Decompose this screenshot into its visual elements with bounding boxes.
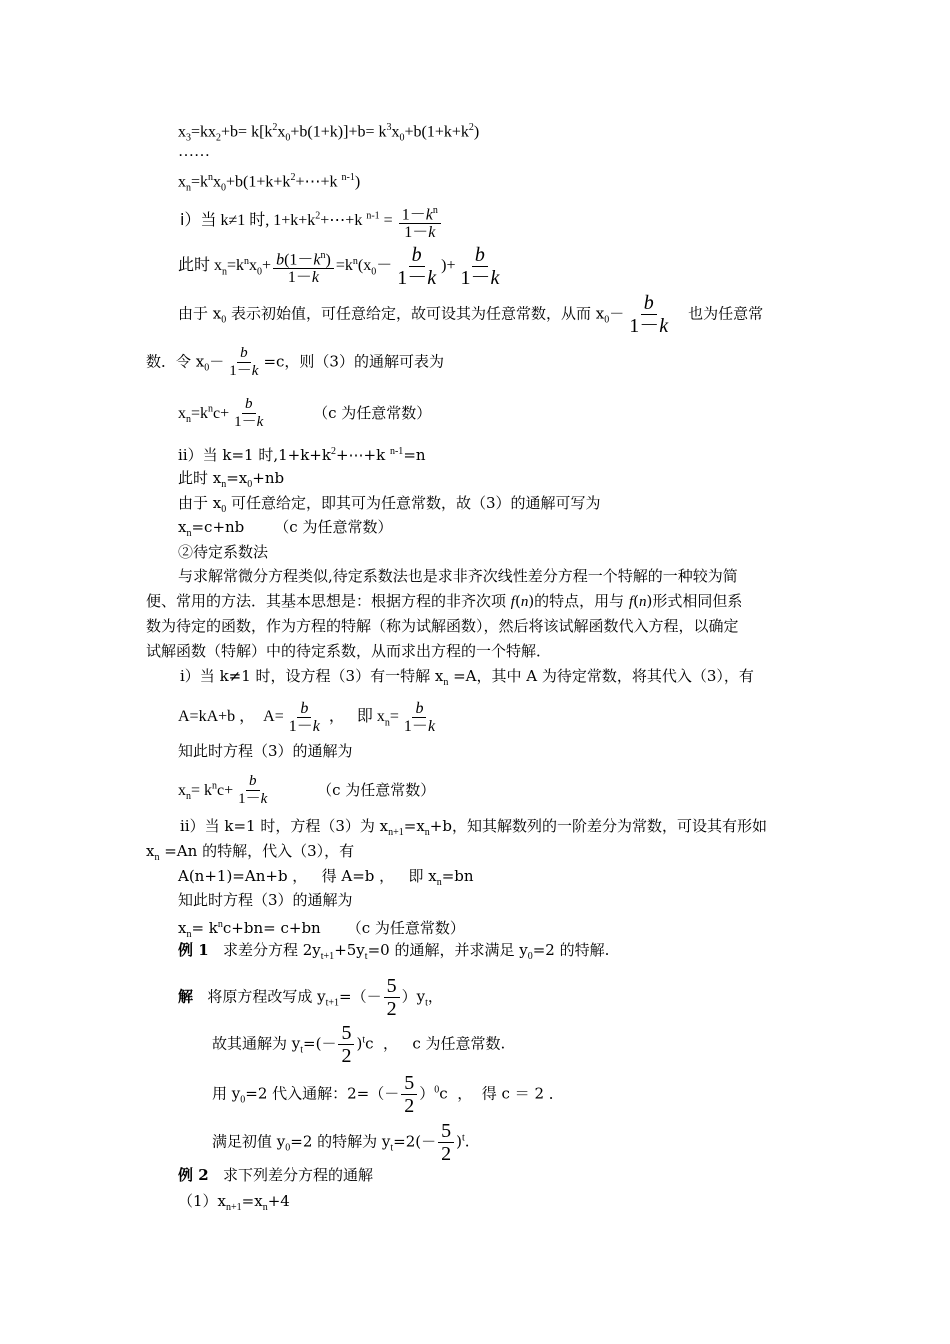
since2: 由于 $x_0$ 可任意给定，即其可为任意常数，故（3）的通解可写为 (178, 494, 601, 515)
xn-final: $x_n= k^nc+bn= c+bn$ （c 为任意常数） (178, 919, 465, 940)
equation-then1: 此时 $x_n=k^nx_0+$ $\frac{b(1-k^n)}{1-k}$ $=k^n(x_0-$ $\frac{b}{1-k}$ )+ $\frac{b}{1-k}$ (178, 244, 500, 289)
equation-an1: A(n+1)=An+b ， 得 A=b ， 即 $x_n=bn$ (178, 867, 474, 888)
solution-3: 用 $y_0=2$ 代入通解：2=（－ $\frac{5}{2}$ ）$^0$c ， 得 c ＝ 2 ． (212, 1072, 564, 1117)
then2: 此时 $x_n=x_0+nb$ (178, 469, 285, 490)
para-line-1: 与求解常微分方程类似,待定系数法也是求非齐次线性差分方程一个特解的一种较为简 (178, 567, 738, 585)
ellipsis: …… (178, 143, 210, 160)
solution-1: 解 将原方程改写成 $y_{t+1}=(-$ $\frac{5}{2}$ ）$y_t$， (178, 975, 443, 1020)
case-i-sum: ⅰ）当 k≠1 时, $1+k+k^2+\cdots+k$ $^{n-1}$ = $\frac{1-k^n}{1-k}$ (180, 202, 443, 241)
fraction-sum: $\frac{1-k^n}{1-k}$ (399, 202, 441, 241)
solution-4: 满足初值 $y_0=2$ 的特解为 $y_t=2(-$ $\frac{5}{2}$ )$^t$. (212, 1120, 470, 1165)
paragraph-since-x0: 由于 $x_0$ 表示初始值，可任意给定，故可设其为任意常数，从而 $x_0-$ $\frac{b}{1-k}$ 也为任意常 (178, 292, 764, 337)
know1: 知此时方程（3）的通解为 (178, 742, 353, 760)
equation-xn-c: $x_n=k^nc+$ $\frac{b}{1-k}$ （c 为任意常数） (178, 396, 432, 430)
example-2-item-1: $(1)x_{n+1}=x_n+4$ (178, 1192, 290, 1213)
para-line-3: 数为待定的函数，作为方程的特解（称为试解函数），然后将该试解函数代入方程，以确定 (146, 617, 739, 635)
para-line-2: 便、常用的方法．其基本思想是：根据方程的非齐次项 f(n)的特点，用与 f(n)形式相同但系 (146, 592, 743, 610)
xn-cnb: $x_n=c+nb$ （c 为任意常数） (178, 518, 393, 539)
solution-2: 故其通解为 $y_t=(-$ $\frac{5}{2}$ )$^t$c ， c 为任意常数. (212, 1022, 506, 1067)
case-i-undetermined: ⅰ）当 k≠1 时，设方程（3）有一特解 $x_n =A$，其中 A 为待定常数，将其代入（3），有 (180, 667, 754, 688)
equation-a: A=kA+b ， A= $\frac{b}{1-k}$ ， 即 $x_n=$ $\frac{b}{1-k}$ (178, 700, 436, 735)
method-heading: ②待定系数法 (178, 543, 269, 561)
case-ii: ⅱ）当 k=1 时$,1+k+k^2+\cdots+k$ $^{n-1}$=n (178, 446, 426, 464)
example-1: 例 1 求差分方程 $2y_{t+1}+5y_t=0$ 的通解，并求满足 $y_0=2$ 的特解. (178, 941, 610, 962)
equation-xn: $x_n=k^nx_0+b(1+k+k^2+\cdots+k$ $^{n-1}$) (178, 172, 361, 194)
example-2: 例 2 求下列差分方程的通解 (178, 1166, 373, 1184)
equation-x3: $x_3=kx_2+b= k[k^2x_0+b(1+k)]+b= k^3x_0+b(1+k+k^2)$ (178, 122, 480, 144)
equation-xn-general: $x_n= k^nc+$ $\frac{b}{1-k}$ （c 为任意常数） (178, 773, 436, 807)
case-ii-line-b: $x_n =An$ 的特解，代入（3），有 (146, 842, 355, 863)
case-ii-line-a: ⅱ）当 k=1 时，方程（3）为 $x_{n+1}=x_n+b$，知其解数列的一阶差分为常数，可设其有形如 (180, 817, 767, 838)
paragraph-let-c: 数．令 $x_0-$ $\frac{b}{1-k}$ =c，则（3）的通解可表为 (146, 345, 444, 379)
know2: 知此时方程（3）的通解为 (178, 891, 353, 909)
para-line-4: 试解函数（特解）中的待定系数，从而求出方程的一个特解． (146, 642, 552, 660)
